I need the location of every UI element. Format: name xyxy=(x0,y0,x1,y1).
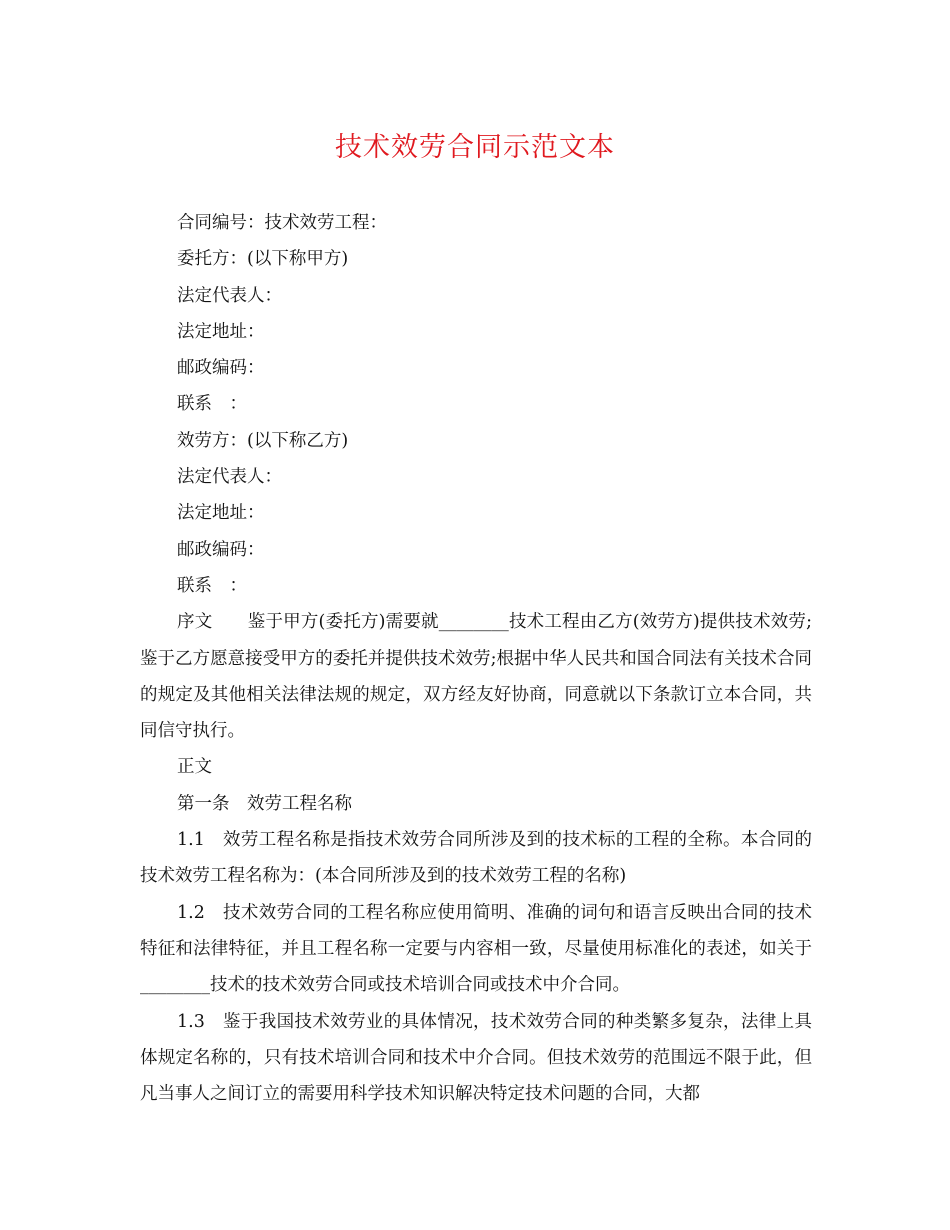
clause-1-1: 1.1 效劳工程名称是指技术效劳合同所涉及到的技术标的工程的全称。本合同的技术效劳工程名称为：(本合同所涉及到的技术效劳工程的名称) xyxy=(140,830,812,887)
main-text-heading: 正文 xyxy=(177,757,212,778)
preamble-paragraph: 序文 鉴于甲方(委托方)需要就________技术工程由乙方(效劳方)提供技术效劳;鉴于乙方愿意接受甲方的委托并提供技术效劳;根据中华人民共和国合同法有关技术合同的规定及其他相关法律法规的规定，双方经友好协商，同意就以下条款订立本合同，共同信守执行。 xyxy=(140,612,812,742)
client-postcode-line: 邮政编码： xyxy=(177,358,265,379)
client-contact-line: 联系 ： xyxy=(177,394,247,415)
client-legal-rep-line: 法定代表人： xyxy=(177,285,282,306)
provider-postcode-line: 邮政编码： xyxy=(177,539,265,560)
document-title: 技术效劳合同示范文本 xyxy=(335,132,615,163)
provider-party-line: 效劳方：(以下称乙方) xyxy=(177,430,349,451)
provider-contact-line: 联系 ： xyxy=(177,575,247,596)
provider-legal-rep-line: 法定代表人： xyxy=(177,467,282,488)
clause-1-3: 1.3 鉴于我国技术效劳业的具体情况，技术效劳合同的种类繁多复杂，法律上具体规定名称的，只有技术培训合同和技术中介合同。但技术效劳的范围远不限于此，但凡当事人之间订立的需要用科学技术知识解决特定技术问题的合同，大都 xyxy=(140,1011,812,1105)
client-address-line: 法定地址： xyxy=(177,321,265,342)
provider-address-line: 法定地址： xyxy=(177,503,265,524)
document-body xyxy=(140,205,812,1112)
client-party-line: 委托方：(以下称甲方) xyxy=(177,249,349,270)
contract-number-line: 合同编号：技术效劳工程： xyxy=(177,213,387,233)
clause-1-2: 1.2 技术效劳合同的工程名称应使用简明、准确的词句和语言反映出合同的技术特征和法律特征，并且工程名称一定要与内容相一致，尽量使用标准化的表述，如关于________技术的技术效劳合同或技术培训合同或技术中介合同。 xyxy=(140,902,812,996)
article-1-heading: 第一条 效劳工程名称 xyxy=(177,793,352,814)
